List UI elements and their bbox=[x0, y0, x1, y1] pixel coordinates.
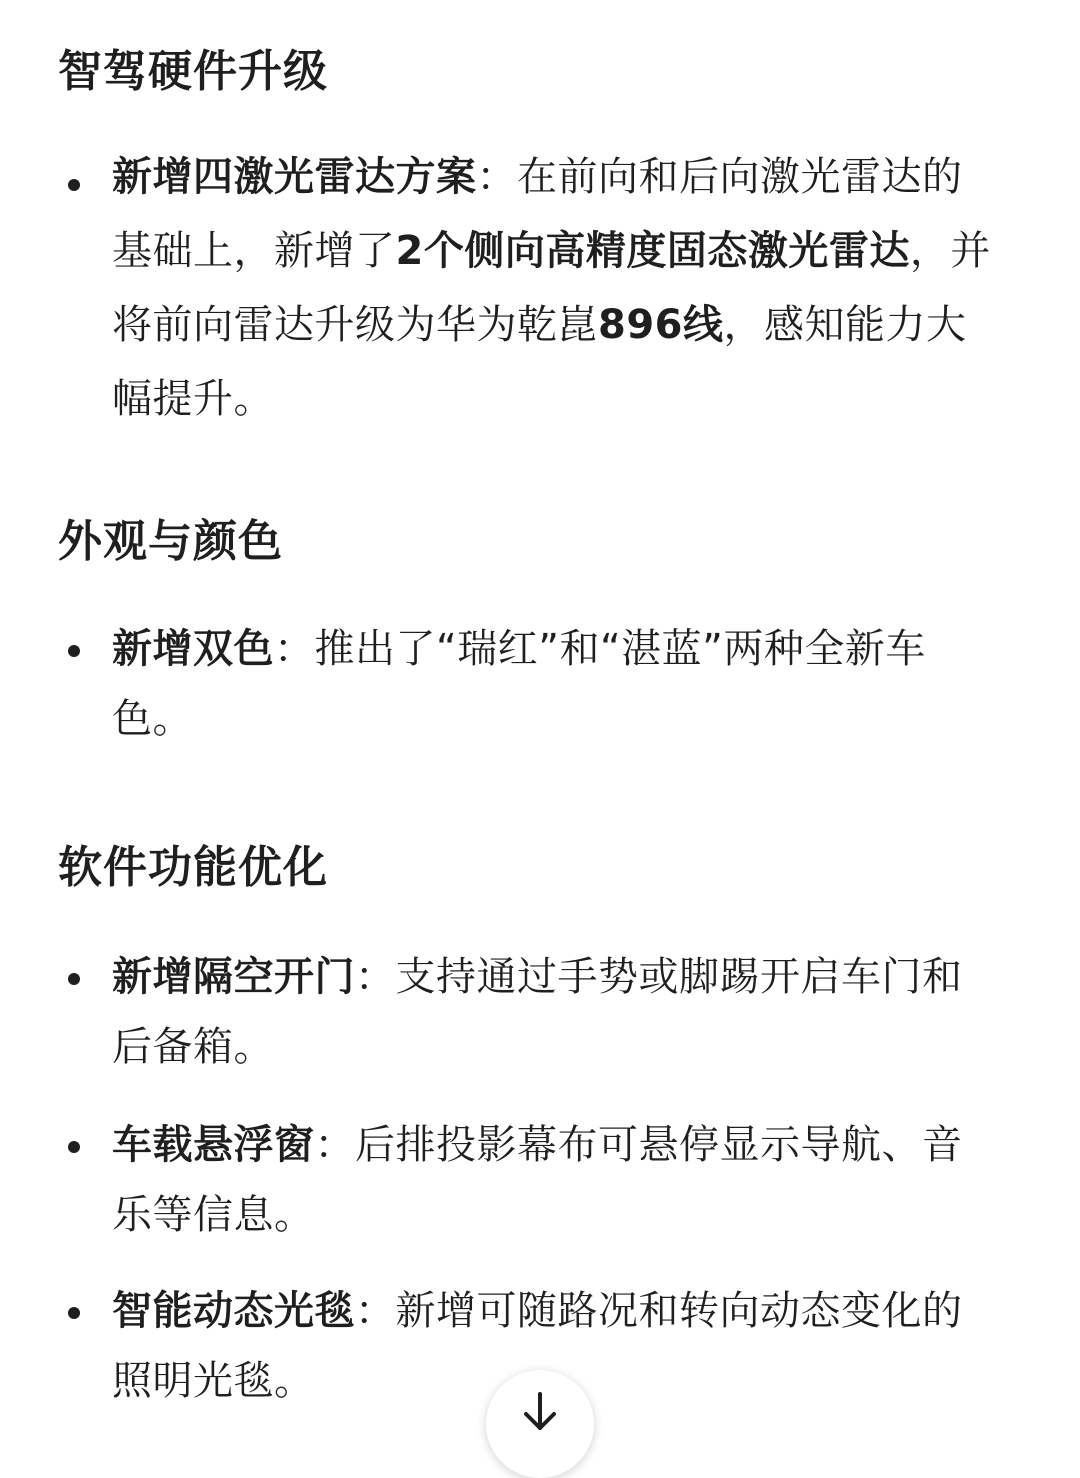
item-desc: ，并将前向雷达升级为华为乾崑 bbox=[112, 228, 991, 348]
item-title: 新增双色 bbox=[112, 626, 274, 672]
section-heading-hardware: 智驾硬件升级 bbox=[58, 46, 328, 97]
item-desc: ：后排投影幕布可悬停显示导航、音乐等信息。 bbox=[112, 1122, 963, 1238]
list-item-text bbox=[112, 942, 992, 1082]
item-highlight: 896线 bbox=[598, 302, 724, 348]
bullet-icon bbox=[68, 645, 80, 657]
section-heading-software: 软件功能优化 bbox=[58, 842, 328, 893]
bullet-icon bbox=[68, 1141, 80, 1153]
item-desc: ：支持通过手势或脚踢开启车门和后备箱。 bbox=[112, 954, 963, 1070]
item-desc: ：在前向和后向激光雷达的基础上，新增了 bbox=[112, 154, 963, 274]
section-heading-appearance: 外观与颜色 bbox=[58, 516, 283, 567]
bullet-icon bbox=[68, 1307, 80, 1319]
item-title: 智能动态光毯 bbox=[112, 1288, 355, 1334]
item-highlight: 2个侧向高精度固态激光雷达 bbox=[395, 228, 910, 274]
list-item-text bbox=[112, 140, 992, 436]
item-title: 新增隔空开门 bbox=[112, 954, 355, 1000]
item-desc: ：推出了“瑞红”和“湛蓝”两种全新车色。 bbox=[112, 626, 926, 742]
item-title: 车载悬浮窗 bbox=[112, 1122, 315, 1168]
list-item-text bbox=[112, 614, 992, 754]
item-desc: ：新增可随路况和转向动态变化的照明光毯。 bbox=[112, 1288, 963, 1404]
item-desc: ，感知能力大幅提升。 bbox=[112, 302, 967, 422]
list-item-text bbox=[112, 1110, 992, 1250]
arrow-down-icon bbox=[520, 1390, 560, 1434]
scroll-to-bottom-button[interactable] bbox=[486, 1370, 594, 1478]
bullet-icon bbox=[68, 973, 80, 985]
item-title: 新增四激光雷达方案 bbox=[112, 154, 477, 200]
bullet-icon bbox=[68, 179, 80, 191]
